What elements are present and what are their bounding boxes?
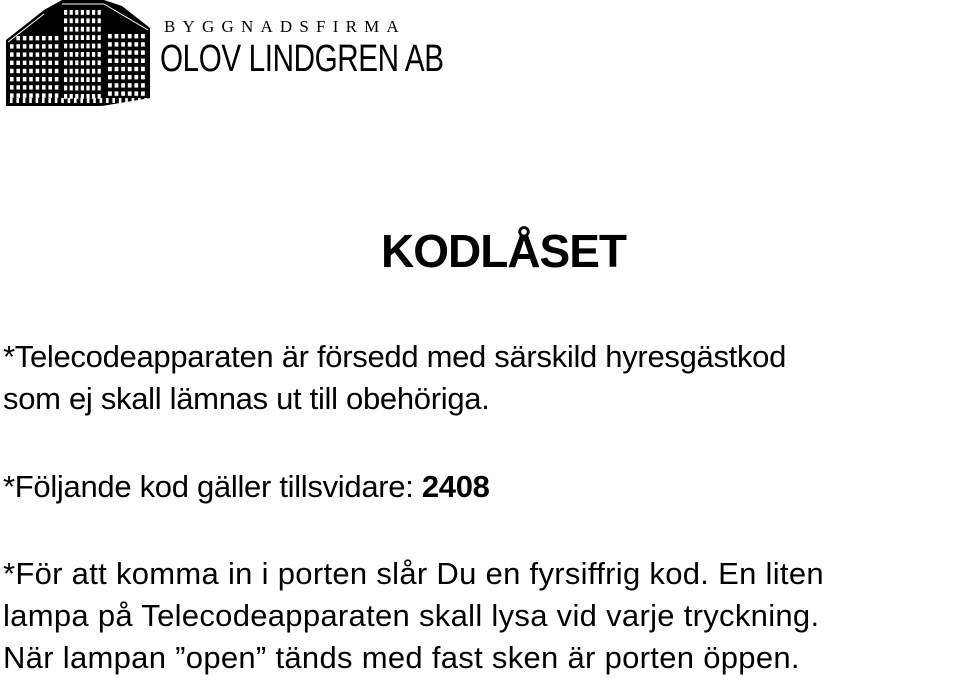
text-line: lampa på Telecodeapparaten skall lysa vid varje tryckning. [3, 598, 820, 633]
paragraph-tenant-code [3, 336, 786, 420]
company-name: OLOV LINDGREN AB [160, 38, 444, 80]
door-code: 2408 [421, 469, 490, 504]
text-line: När lampan ”open” tänds med fast sken är porten öppen. [3, 640, 800, 675]
text-line: *För att komma in i porten slår Du en fyrsiffrig kod. En liten [3, 556, 824, 591]
text-line: *Telecodeapparaten är försedd med särskild hyresgästkod [3, 339, 787, 374]
document-title: KODLÅSET [381, 225, 626, 277]
text-line: som ej skall lämnas ut till obehöriga. [3, 381, 490, 416]
building-icon [4, 0, 152, 108]
logo-tagline: BYGGNADSFIRMA [164, 17, 406, 36]
code-label: *Följande kod gäller tillsvidare: [3, 469, 422, 504]
paragraph-instructions [3, 553, 824, 679]
paragraph-current-code [3, 466, 490, 508]
